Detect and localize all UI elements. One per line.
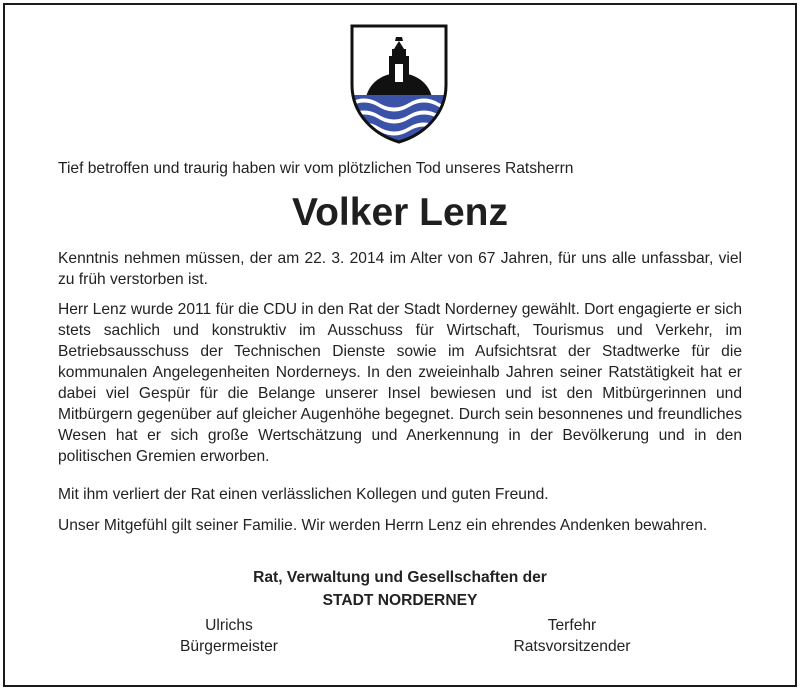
paragraph-condolence: Unser Mitgefühl gilt seiner Familie. Wir werden Herrn Lenz ein ehrendes Andenken bewahren.: [58, 517, 708, 534]
organization-line-2: STADT NORDERNEY: [322, 592, 478, 609]
intro-text: Tief betroffen und traurig haben wir vom plötzlichen Tod unseres Ratsherrn: [58, 160, 574, 177]
paragraph-tribute: Mit ihm verliert der Rat einen verlässlichen Kollegen und guten Freund.: [58, 486, 549, 503]
signatory-name-chair: Terfehr: [547, 617, 597, 634]
signatory-name-mayor: Ulrichs: [205, 617, 253, 634]
organization-line-1: Rat, Verwaltung und Gesellschaften der: [253, 569, 547, 586]
paragraph-biography: Herr Lenz wurde 2011 für die CDU in den Rat der Stadt Norderney gewählt. Dort engagierte er sich stets sachlich und konstruktiv im Ausschuss für Wirtschaft, Tourismus und Verkehr, im Betriebsausschuss der Technischen Dienste sowie im Aufsichtsrat der Stadtwerke für die kommunalen Angelegenheiten Norderneys. In den zweieinhalb Jahren seiner Ratstätigkeit hat er dabei viel Gespür für die Belange unserer Insel bewiesen und ist den Mitbürgerinnen und Mitbürgern gegenüber auf gleicher Augenhöhe begegnet. Durch sein besonnenes und freundliches Wesen hat er sich große Wertschätzung und Anerkennung in der Bevölkerung und in den politischen Gremien erworben.: [58, 301, 742, 465]
signatory-role-mayor: Bürgermeister: [180, 638, 278, 655]
signatory-role-chair: Ratsvorsitzender: [513, 638, 631, 655]
coat-of-arms-icon: [349, 23, 449, 145]
deceased-name: Volker Lenz: [291, 191, 508, 234]
paragraph-death-notice: Kenntnis nehmen müssen, der am 22. 3. 2014 im Alter von 67 Jahren, für uns alle unfassbar, viel zu früh verstorben ist.: [58, 250, 742, 288]
